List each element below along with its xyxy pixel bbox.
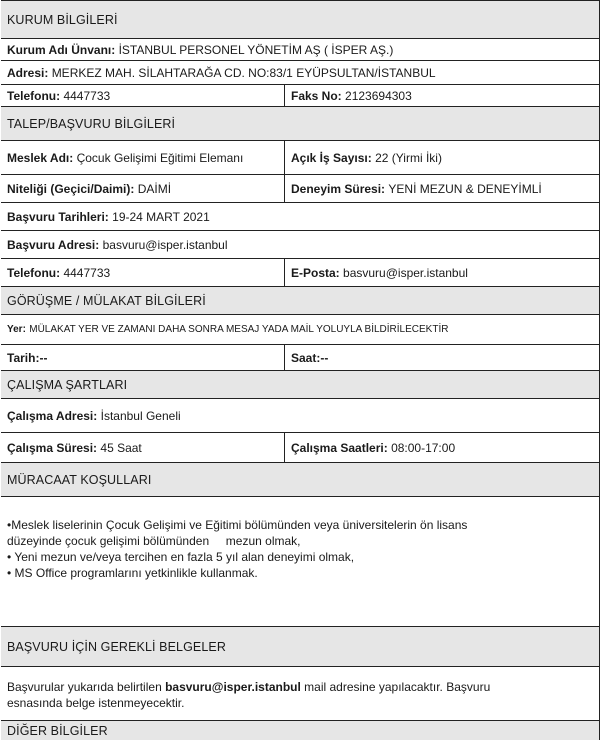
basvuru-adres-row xyxy=(1,230,600,258)
calisma-adres-value: İstanbul Geneli xyxy=(100,408,181,423)
basvuru-iletisim-row xyxy=(1,258,600,286)
muracaat-line-4: • MS Office programlarını yetkinlikle kullanmak. xyxy=(7,566,258,580)
basvuru-telefon-value: 4447733 xyxy=(63,265,111,280)
belgeler-text-after: mail adresine yapılacaktır. Başvuru xyxy=(300,680,491,694)
belgeler-line-2: esnasında belge istenmeyecektir. xyxy=(7,696,185,710)
section-header-diger: DİĞER BİLGİLER xyxy=(1,720,600,740)
adres-label: Adresi: xyxy=(7,65,49,80)
meslek-row xyxy=(1,140,600,174)
calisma-saat-value: 08:00-17:00 xyxy=(391,440,456,455)
basvuru-adres-value: basvuru@isper.istanbul xyxy=(102,237,228,252)
section-header-gorusme: GÖRÜŞME / MÜLAKAT BİLGİLERİ xyxy=(1,286,600,314)
calisma-adres-label: Çalışma Adresi: xyxy=(7,408,98,423)
basvuru-tarih-label: Başvuru Tarihleri: xyxy=(7,209,109,224)
saat-cell xyxy=(284,345,599,370)
basvuru-tarih-value: 19-24 MART 2021 xyxy=(112,209,210,224)
acik-is-value: 22 (Yirmi İki) xyxy=(375,150,442,165)
faks-cell xyxy=(284,85,599,106)
eposta-value: basvuru@isper.istanbul xyxy=(343,265,468,280)
section-header-talep: TALEP/BAŞVURU BİLGİLERİ xyxy=(1,106,600,140)
tarih-saat-row xyxy=(1,344,600,370)
basvuru-tarih-row xyxy=(1,202,600,230)
telefon-faks-row xyxy=(1,84,600,106)
belgeler-text-before: Başvurular yukarıda belirtilen xyxy=(7,680,166,694)
kurum-adi-label: Kurum Adı Ünvanı: xyxy=(7,42,116,57)
kurum-adi-value: İSTANBUL PERSONEL YÖNETİM AŞ ( İSPER AŞ.) xyxy=(118,42,394,57)
section-header-kurum: KURUM BİLGİLERİ xyxy=(1,0,600,38)
nitelik-row xyxy=(1,174,600,202)
eposta-label: E-Posta: xyxy=(291,265,340,280)
calisma-sure-cell xyxy=(1,433,284,462)
deneyim-cell xyxy=(284,175,599,202)
muracaat-body xyxy=(1,496,600,626)
acik-is-label: Açık İş Sayısı: xyxy=(291,150,372,165)
belgeler-body xyxy=(1,666,600,720)
adres-value: MERKEZ MAH. SİLAHTARAĞA CD. NO:83/1 EYÜPSULTAN/İSTANBUL xyxy=(51,65,436,80)
belgeler-line-1 xyxy=(7,679,490,695)
yer-label: Yer: xyxy=(7,324,26,335)
belgeler-email: basvuru@isper.istanbul xyxy=(165,680,301,694)
muracaat-line-1: •Meslek liselerinin Çocuk Gelişimi ve Eğitimi bölümünden veya üniversitelerin ön lisans xyxy=(7,518,468,532)
calisma-adres-row xyxy=(1,398,600,432)
calisma-sure-label: Çalışma Süresi: xyxy=(7,440,98,455)
muracaat-line-2: düzeyinde çocuk gelişimi bölümünden mezun olmak, xyxy=(7,534,301,548)
basvuru-telefon-cell xyxy=(1,259,284,286)
faks-label: Faks No: xyxy=(291,88,342,103)
calisma-sure-row xyxy=(1,432,600,462)
yer-value: MÜLAKAT YER VE ZAMANI DAHA SONRA MESAJ YADA MAİL YOLUYLA BİLDİRİLECEKTİR xyxy=(29,324,449,335)
section-header-muracaat: MÜRACAAT KOŞULLARI xyxy=(1,462,600,496)
muracaat-line-3: • Yeni mezun ve/veya tercihen en fazla 5 yıl alan deneyimi olmak, xyxy=(7,550,355,564)
deneyim-value: YENİ MEZUN & DENEYİMLİ xyxy=(388,181,542,196)
nitelik-value: DAİMİ xyxy=(137,181,172,196)
kurum-adi-row xyxy=(1,38,600,60)
section-header-calisma: ÇALIŞMA ŞARTLARI xyxy=(1,370,600,398)
calisma-saat-label: Çalışma Saatleri: xyxy=(291,440,388,455)
yer-row xyxy=(1,314,600,344)
nitelik-cell xyxy=(1,175,284,202)
telefon-cell xyxy=(1,85,284,106)
saat-label: Saat:-- xyxy=(291,350,329,365)
tarih-label: Tarih:-- xyxy=(7,350,48,365)
basvuru-adres-label: Başvuru Adresi: xyxy=(7,237,100,252)
meslek-value: Çocuk Gelişimi Eğitimi Elemanı xyxy=(76,150,244,165)
calisma-saat-cell xyxy=(284,433,599,462)
section-header-belgeler: BAŞVURU İÇİN GEREKLİ BELGELER xyxy=(1,626,600,666)
eposta-cell xyxy=(284,259,599,286)
tarih-cell xyxy=(1,345,284,370)
nitelik-label: Niteliği (Geçici/Daimi): xyxy=(7,181,135,196)
meslek-label: Meslek Adı: xyxy=(7,150,74,165)
meslek-cell xyxy=(1,141,284,174)
acik-is-cell xyxy=(284,141,599,174)
adres-row xyxy=(1,60,600,84)
telefon-label: Telefonu: xyxy=(7,88,61,103)
calisma-sure-value: 45 Saat xyxy=(100,440,142,455)
telefon-value: 4447733 xyxy=(63,88,111,103)
deneyim-label: Deneyim Süresi: xyxy=(291,181,386,196)
faks-value: 2123694303 xyxy=(345,88,412,103)
basvuru-telefon-label: Telefonu: xyxy=(7,265,61,280)
